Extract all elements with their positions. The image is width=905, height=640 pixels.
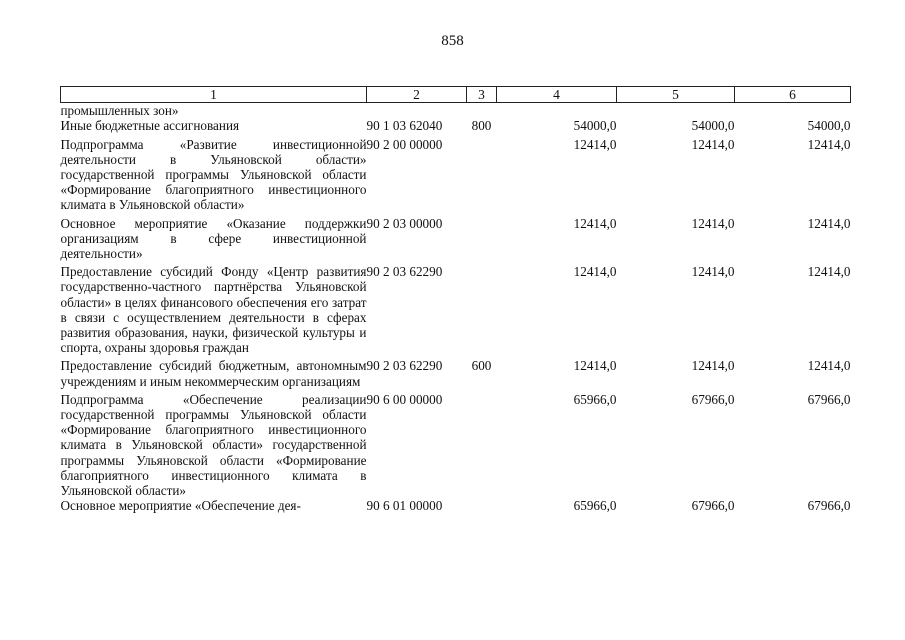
- row-name: Подпрограмма «Обеспечение реализации государственной программы Ульяновской области «Формирование благоприятного инвестиционного климата в Ульяновской области» государственной программы Ульяновской области «Формирование благоприятного инвестиционного климата в Ульяновской области»: [60, 391, 367, 499]
- row-code: 90 6 01 00000: [366, 498, 443, 514]
- table-row: [61, 261, 851, 355]
- row-value-1: [497, 103, 617, 119]
- column-header: 2: [367, 87, 467, 103]
- row-type: [467, 134, 497, 213]
- column-header: 4: [497, 87, 617, 103]
- budget-table: [60, 86, 851, 513]
- row-type: [467, 498, 497, 513]
- row-value-2: 12414,0: [691, 215, 735, 231]
- table-header-row: [61, 87, 851, 103]
- page-number: 858: [441, 33, 464, 49]
- row-value-3: [735, 103, 851, 119]
- row-type: 600: [471, 358, 492, 374]
- row-code: 90 1 03 62040: [366, 118, 443, 134]
- table-row: [61, 213, 851, 262]
- row-name: Подпрограмма «Развитие инвестиционной деятельности в Ульяновской области» государственной программы Ульяновской области «Формирование благоприятного инвестиционного климата в Ульяновской области»: [60, 136, 367, 213]
- row-value-2: 54000,0: [691, 118, 735, 134]
- row-value-3: 12414,0: [807, 136, 851, 152]
- row-name: промышленных зон»: [60, 103, 179, 119]
- row-code: 90 2 03 00000: [366, 215, 443, 231]
- row-value-2: [617, 103, 735, 119]
- row-value-2: 12414,0: [691, 136, 735, 152]
- row-name: Основное мероприятие «Обеспечение дея-: [60, 498, 301, 514]
- row-type: [467, 213, 497, 262]
- row-code: [367, 103, 467, 119]
- column-header: 3: [467, 87, 497, 103]
- row-value-3: 12414,0: [807, 264, 851, 280]
- row-value-1: 65966,0: [573, 391, 617, 407]
- column-header: 5: [617, 87, 735, 103]
- row-code: 90 2 03 62290: [366, 264, 443, 280]
- row-name: Предоставление субсидий Фонду «Центр развития государственно-частного партнёрства Ульяновской области» в целях финансового обеспечения его затрат в связи с осуществлением деятельности в сферах развития образования, науки, физической культуры и спорта, охраны здоровья граждан: [60, 264, 367, 356]
- row-value-2: 67966,0: [691, 391, 735, 407]
- table-row: [61, 389, 851, 498]
- row-type: [467, 103, 497, 119]
- row-value-3: 12414,0: [807, 215, 851, 231]
- row-name: Основное мероприятие «Оказание поддержки организациям в сфере инвестиционной деятельности»: [60, 215, 367, 262]
- row-name: Предоставление субсидий бюджетным, автономным учреждениям и иным некоммерческим организациям: [60, 358, 367, 389]
- row-type: [467, 261, 497, 355]
- table-row: [61, 118, 851, 133]
- row-type: 800: [471, 118, 492, 134]
- table-row: [61, 355, 851, 388]
- row-value-2: 67966,0: [691, 498, 735, 514]
- row-value-1: 12414,0: [573, 264, 617, 280]
- row-value-1: 12414,0: [573, 358, 617, 374]
- row-value-2: 12414,0: [691, 264, 735, 280]
- row-value-3: 67966,0: [807, 391, 851, 407]
- row-value-1: 54000,0: [573, 118, 617, 134]
- row-value-1: 12414,0: [573, 215, 617, 231]
- row-value-3: 54000,0: [807, 118, 851, 134]
- column-header: 6: [735, 87, 851, 103]
- row-name: Иные бюджетные ассигнования: [60, 118, 240, 134]
- row-type: [467, 389, 497, 498]
- row-code: 90 6 00 00000: [366, 391, 443, 407]
- row-code: 90 2 00 00000: [366, 136, 443, 152]
- row-value-3: 67966,0: [807, 498, 851, 514]
- table-row: [61, 134, 851, 213]
- column-header: 1: [61, 87, 367, 103]
- table-row: [61, 103, 851, 119]
- row-value-2: 12414,0: [691, 358, 735, 374]
- table-row: [61, 498, 851, 513]
- row-value-1: 12414,0: [573, 136, 617, 152]
- row-code: 90 2 03 62290: [366, 358, 443, 374]
- row-value-3: 12414,0: [807, 358, 851, 374]
- row-value-1: 65966,0: [573, 498, 617, 514]
